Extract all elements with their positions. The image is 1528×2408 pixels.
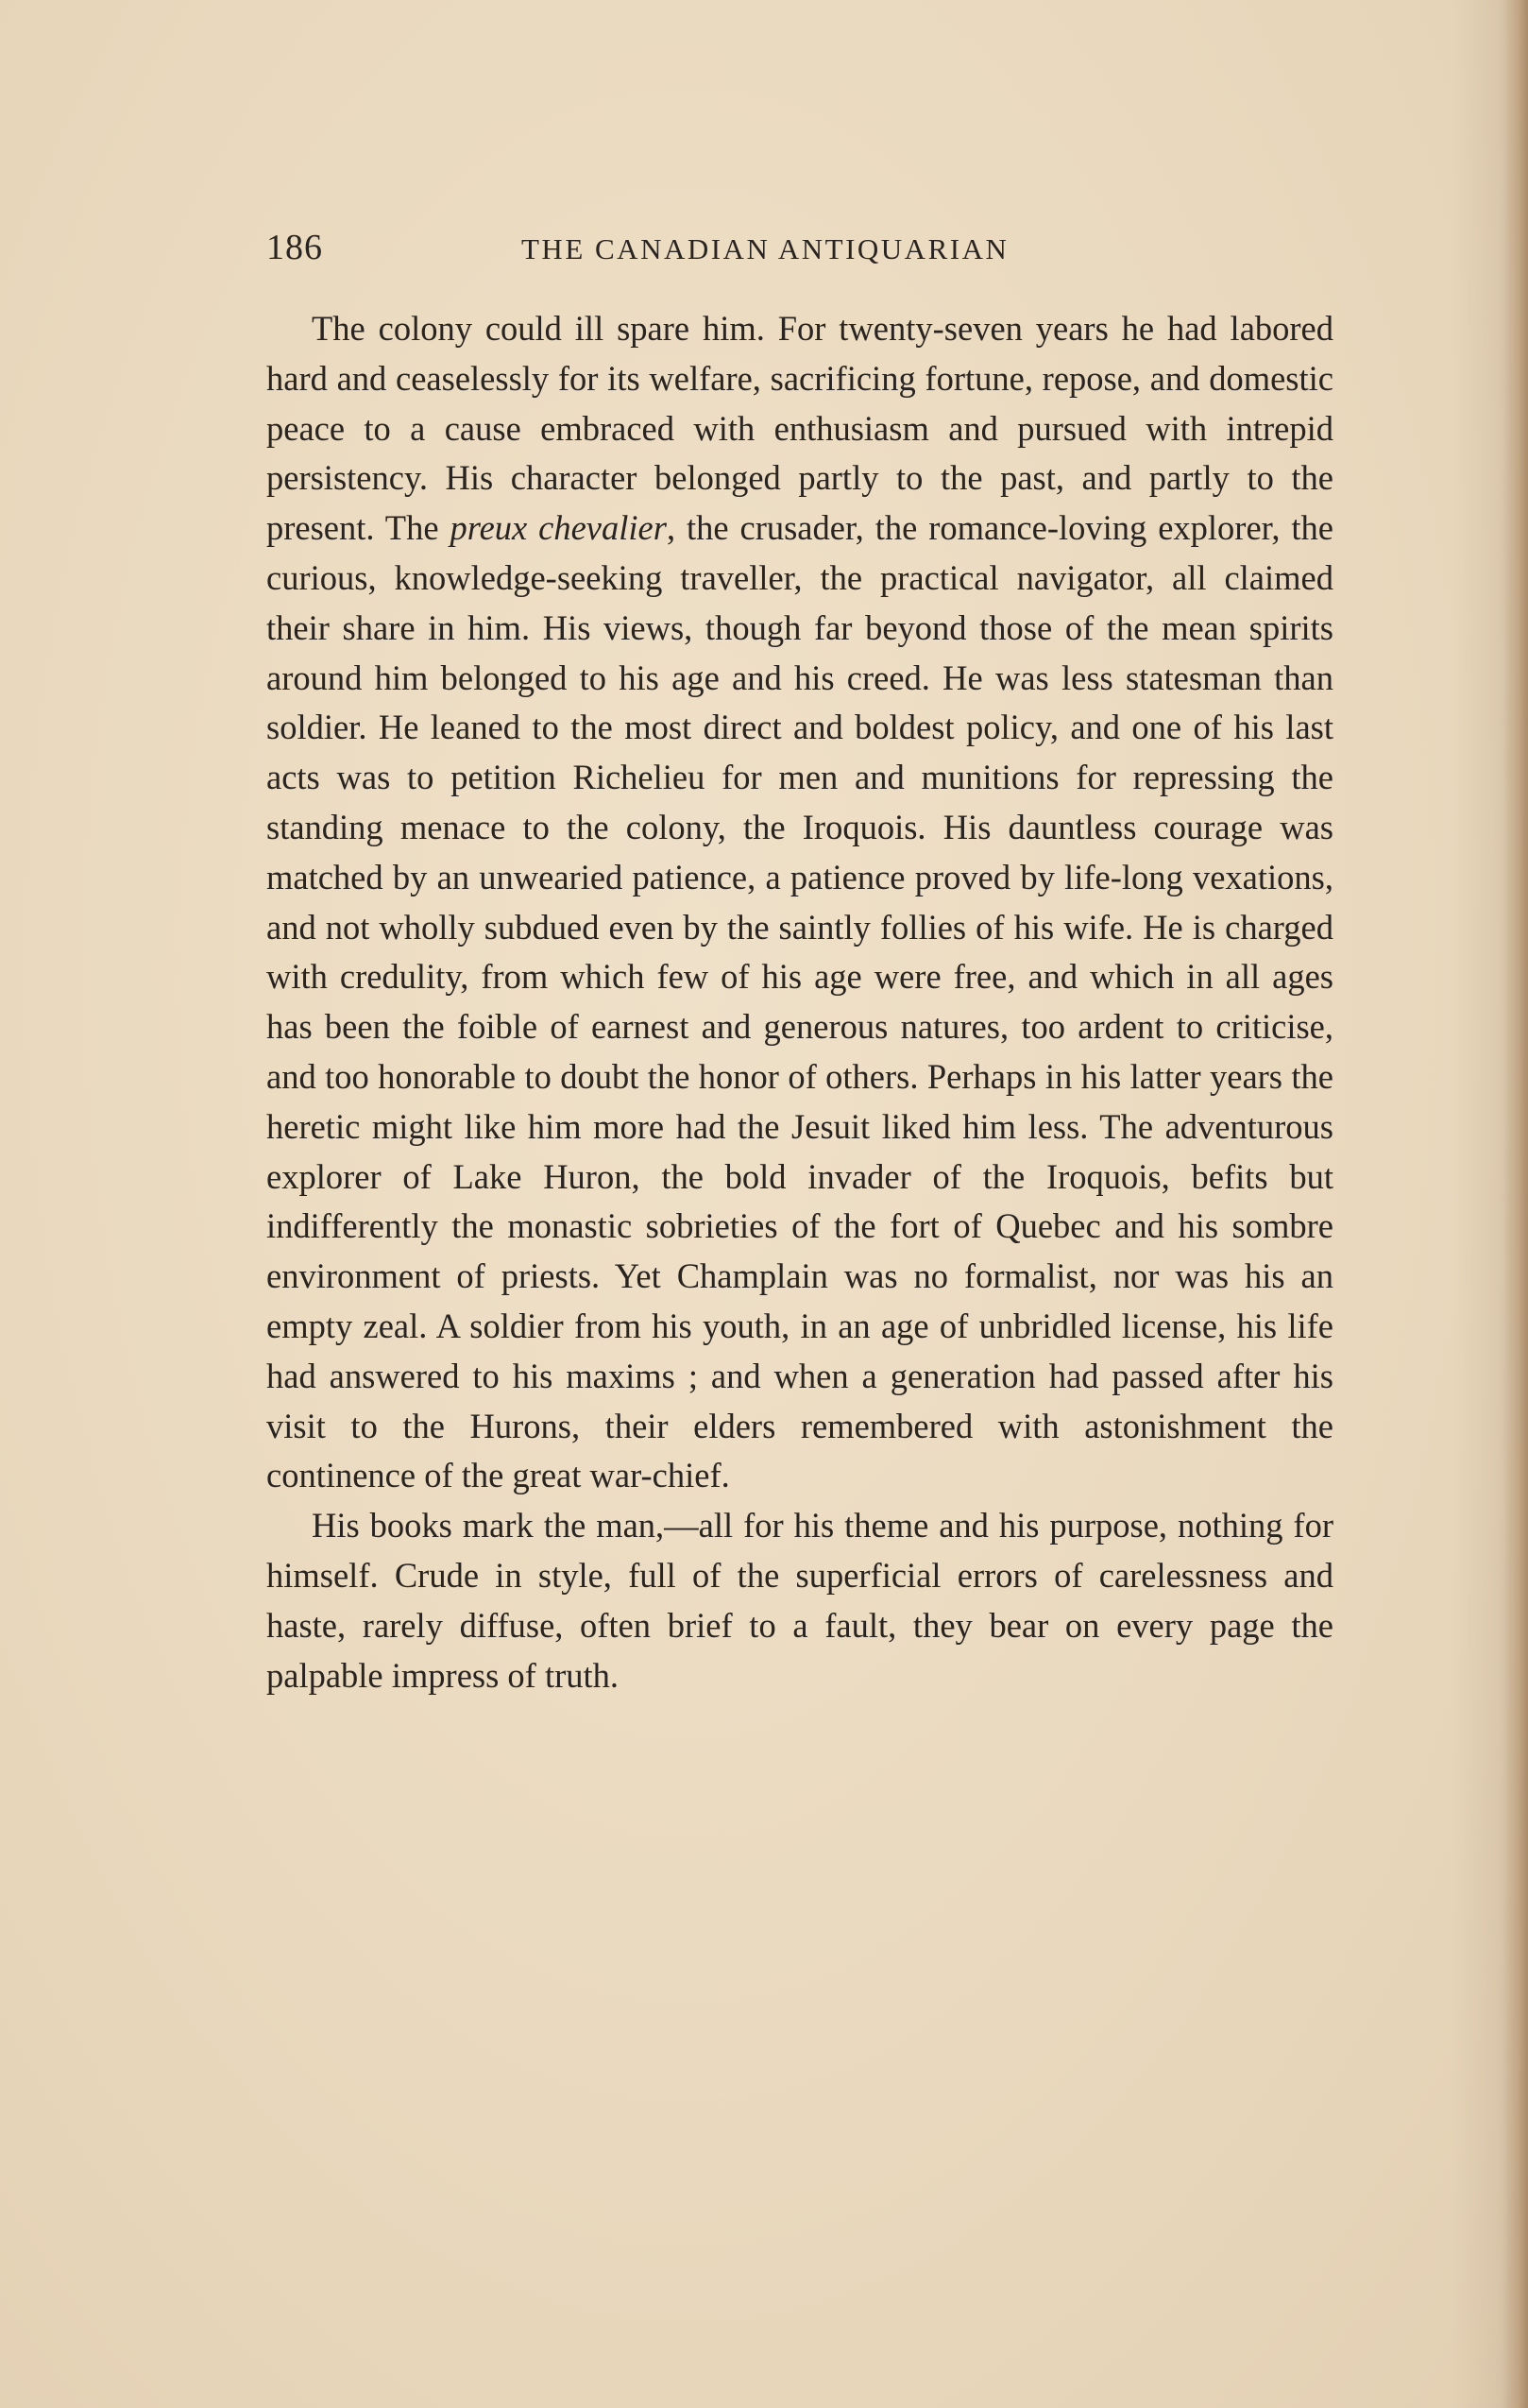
paragraph-2: His books mark the man,—all for his theme and his purpose, nothing for himself. Crude in style, full of the superficial errors of carelessness and haste, rarely diffuse, often brief to a fault, they bear on every page the palpable impress of truth.	[266, 1506, 1333, 1695]
body-text	[266, 304, 1333, 1700]
page-edge-shadow	[1503, 0, 1528, 2408]
paragraph-1	[266, 304, 1333, 1501]
paragraph-1-text-b: , the crusader, the romance-loving explorer, the curious, knowledge-seeking traveller, the practical navigator, all claimed their share in him. His views, though far beyond those of the mean spirits around him belonged to his age and his creed. He was less statesman than soldier. He leaned to the most direct and boldest policy, and one of his last acts was to petition Richelieu for men and munitions for repressing the standing menace to the colony, the Iroquois. His dauntless courage was matched by an unwearied patience, a patience proved by life-long vexations, and not wholly subdued even by the saintly follies of his wife. He is charged with credulity, from which few of his age were free, and which in all ages has been the foible of earnest and generous natures, too ardent to criticise, and too honorable to doubt the honor of others. Perhaps in his latter years the heretic might like him more had the Jesuit liked him less. The adventurous explorer of Lake Huron, the bold invader of the Iroquois, befits but indifferently the monastic sobrieties of the fort of Quebec and his sombre environment of priests. Yet Champlain was no formalist, nor was his an empty zeal. A soldier from his youth, in an age of unbridled license, his life had answered to his maxims ; and when a generation had passed after his visit to the Hurons, their elders remembered with astonishment the continence of the great war-chief.	[266, 508, 1333, 1495]
page-number: 186	[266, 228, 323, 267]
running-head: THE CANADIAN ANTIQUARIAN	[521, 232, 1010, 265]
paragraph-1-text-a: The colony could ill spare him. For twenty-seven years he had labored hard and ceaselessly for its welfare, sacrificing fortune, repose, and domestic peace to a cause embraced with enthusiasm and pursued with intrepid persistency. His character belonged partly to the past, and partly to the present. The	[266, 309, 1333, 548]
italic-phrase: preux chevalier	[450, 508, 667, 548]
page-header	[266, 227, 1333, 274]
